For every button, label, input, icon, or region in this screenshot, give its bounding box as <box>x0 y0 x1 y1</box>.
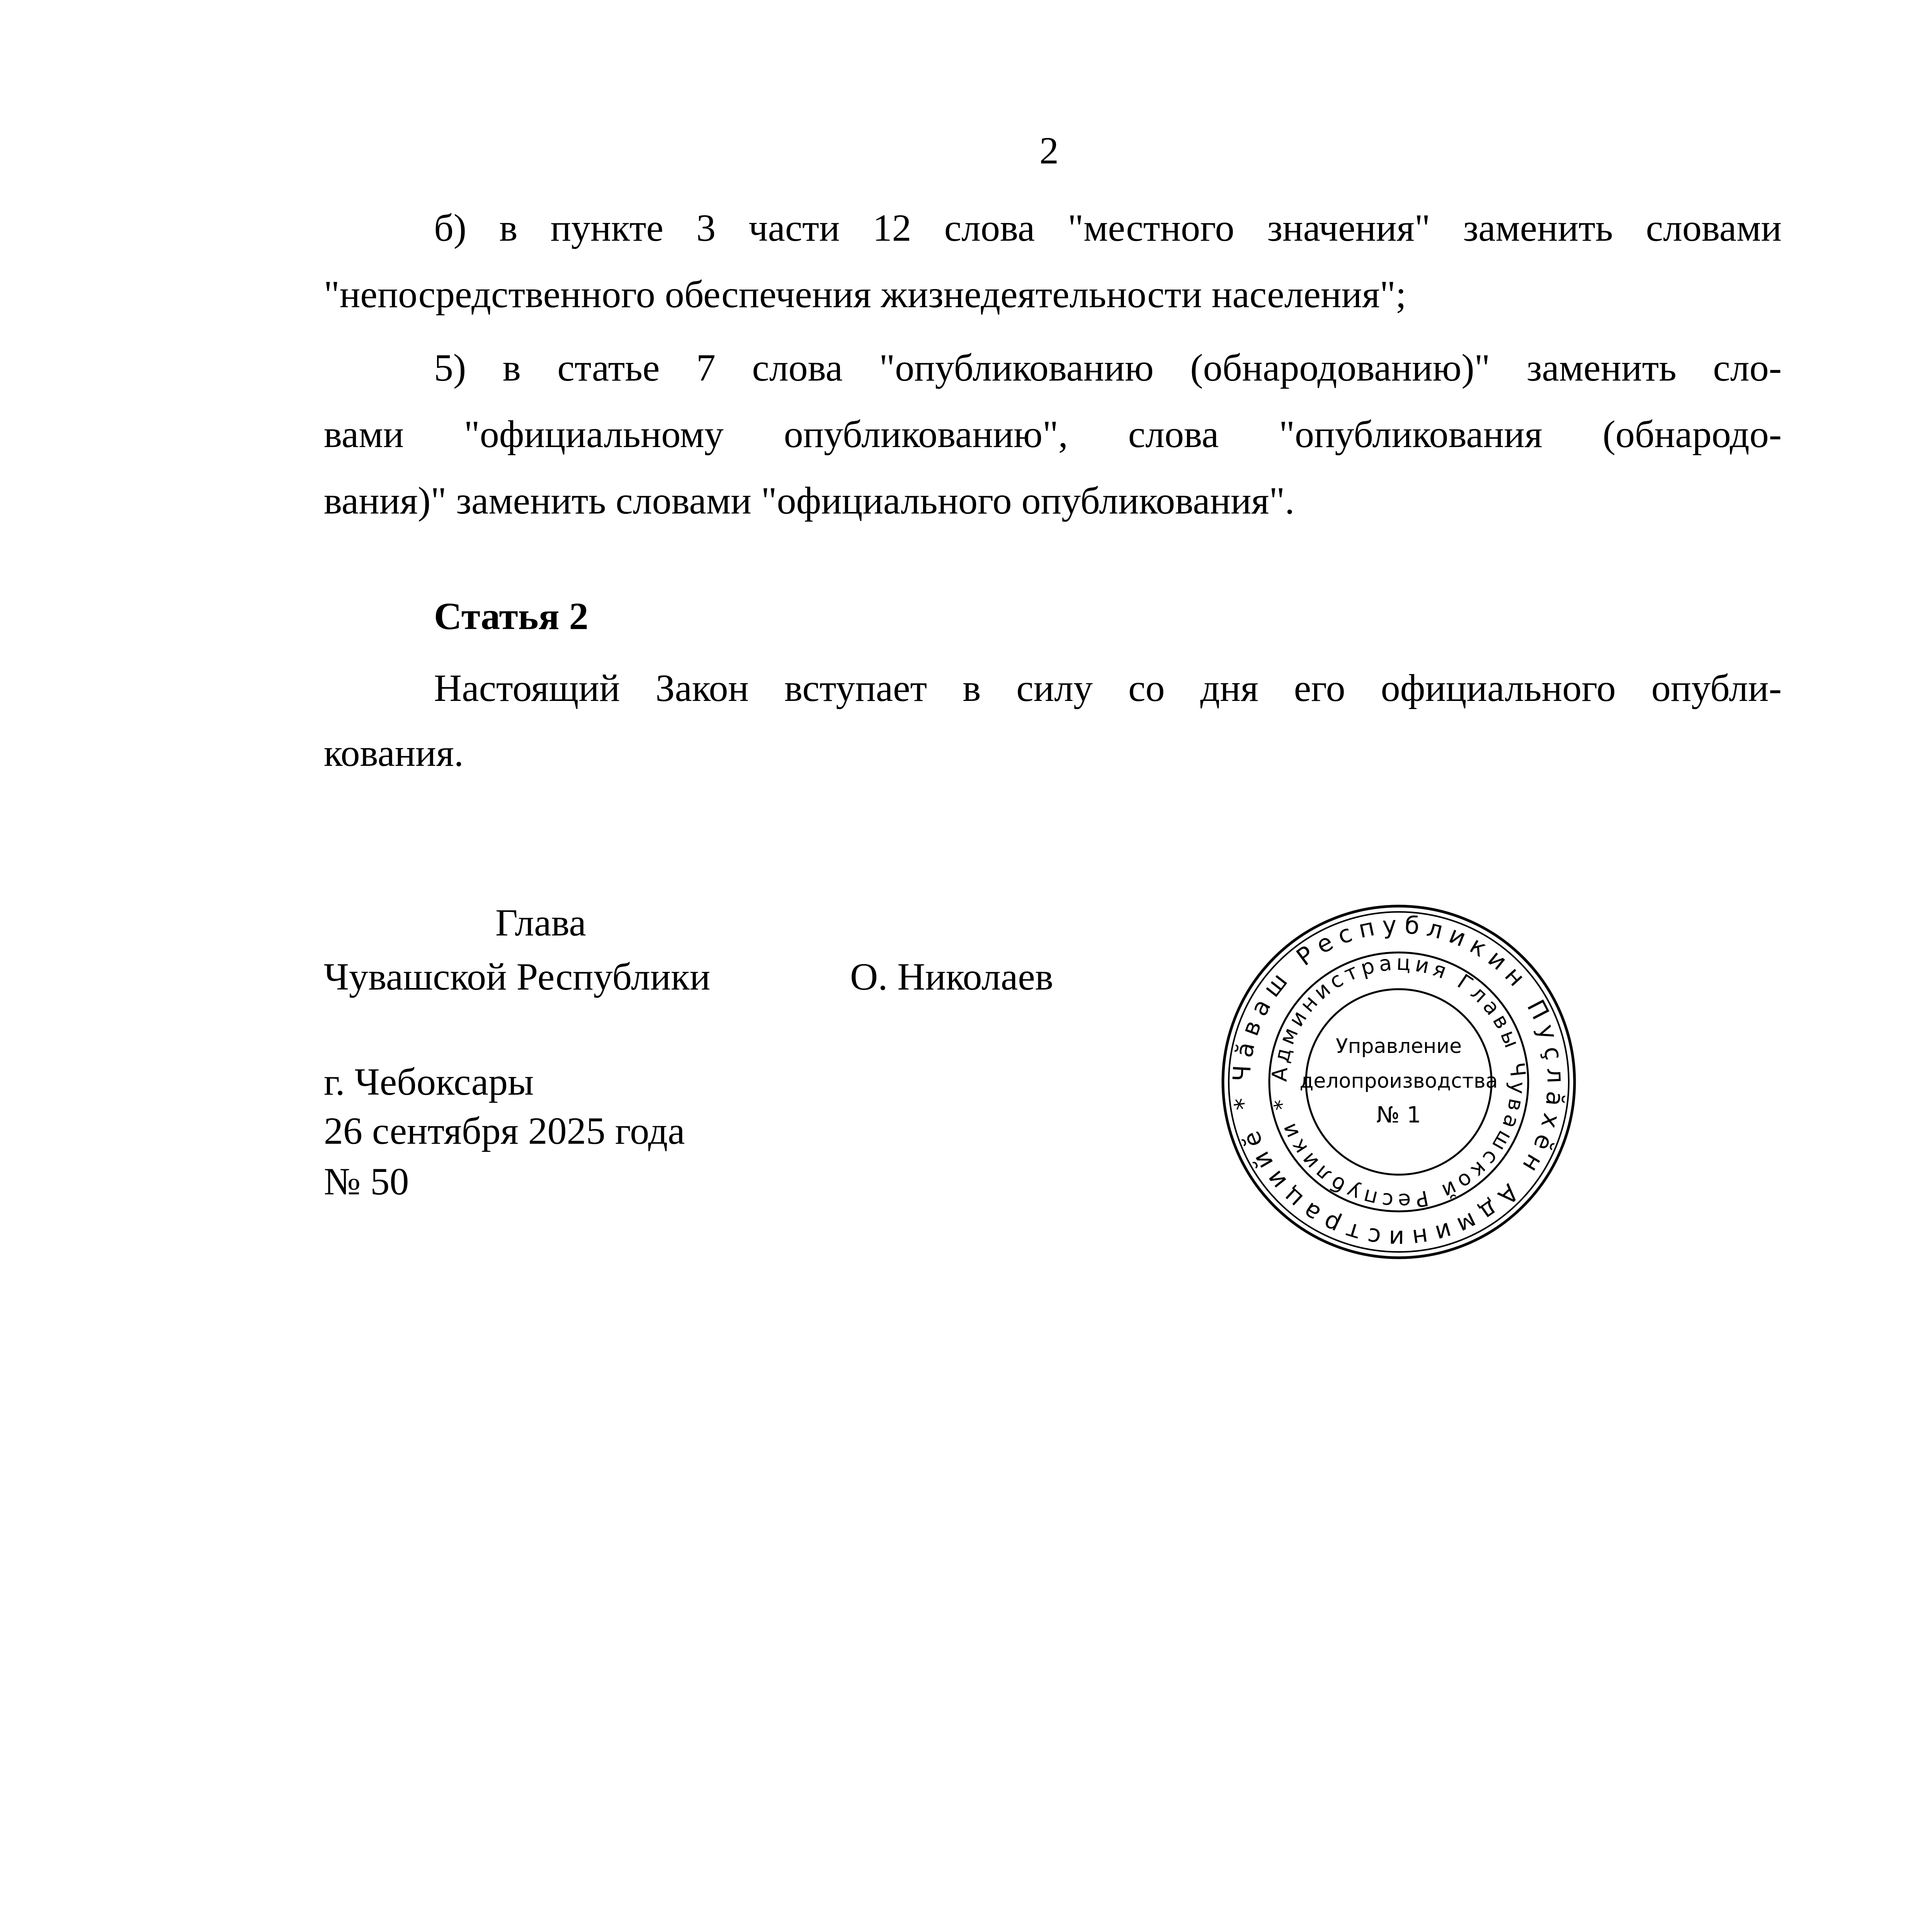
seal-inner-text: Администрация Главы Чувашской Республики * <box>1267 950 1530 1214</box>
seal-center-line-1: Управление <box>1335 1035 1462 1058</box>
signing-city: г. Чебоксары <box>324 1060 534 1103</box>
article-text-line-1: Настоящий Закон вступает в силу со дня его официального опубли- <box>434 667 1782 709</box>
page-number: 2 <box>1039 129 1059 172</box>
signature-title-1: Глава <box>495 901 586 944</box>
signature-title-2: Чувашской Республики <box>324 955 711 998</box>
law-number: № 50 <box>324 1160 409 1203</box>
signatory-name: О. Николаев <box>850 955 1054 998</box>
paragraph-b-line-2: "непосредственного обеспечения жизнедеятельности населения"; <box>324 273 1406 316</box>
article-heading: Статья 2 <box>434 595 588 638</box>
official-seal <box>1217 900 1580 1264</box>
article-text-line-2: кования. <box>324 731 464 774</box>
paragraph-5-line-1: 5) в статье 7 слова "опубликованию (обнародованию)" заменить сло- <box>434 346 1782 389</box>
seal-center-line-2: делопроизводства <box>1299 1070 1498 1093</box>
signing-date: 26 сентября 2025 года <box>324 1109 685 1152</box>
paragraph-b-line-1: б) в пункте 3 части 12 слова "местного значения" заменить словами <box>434 206 1782 249</box>
seal-center-line-3: № 1 <box>1376 1102 1421 1128</box>
seal-outer-text: Чăваш Республикин Пуçлăхĕн Администрацийĕ * <box>1227 910 1570 1253</box>
paragraph-5-line-3: вания)" заменить словами "официального опубликования". <box>324 479 1295 522</box>
paragraph-5-line-2: вами "официальному опубликованию", слова "опубликования (обнародо- <box>324 413 1782 456</box>
